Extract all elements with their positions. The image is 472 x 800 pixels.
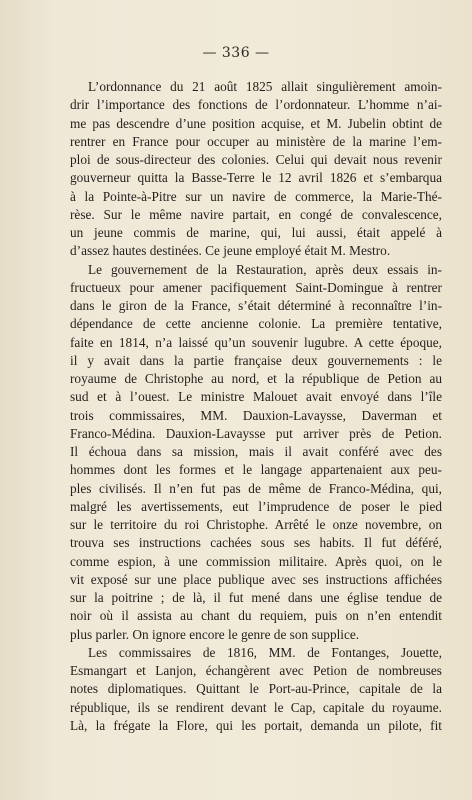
text-line: il y avait dans la partie française deux gouvernements : le	[70, 352, 442, 368]
text-line: Les commissaires de 1816, MM. de Fontanges, Jouette,	[88, 644, 442, 660]
page-number: — 336 —	[202, 45, 270, 61]
text-line: d’assez hautes destinées. Ce jeune employé était M. Mestro.	[70, 243, 391, 259]
text-line: L’ordonnance du 21 août 1825 allait singulièrement amoin-	[88, 79, 442, 94]
text-line: un jeune commis de marine, qui, lui aussi, était appelé à	[70, 225, 442, 240]
text-line: Là, la frégate la Flore, qui les portait, demanda un pilote, fit	[70, 717, 442, 733]
text-line: ples civilisés. Il n’en fut pas de même de Franco-Médina, qui,	[70, 480, 442, 496]
body-text	[70, 78, 442, 735]
text-line: noir où il assista au chant du requiem, puis on n’en entendit	[70, 608, 442, 624]
text-line: plus parler. On ignore encore le genre de son supplice.	[70, 626, 360, 642]
text-line: dans le giron de la France, s’était déterminé à reconnaître l’in-	[70, 298, 442, 313]
text-line: sur le territoire du roi Christophe. Arrêté le onze novembre, on	[70, 517, 442, 532]
text-line: Le gouvernement de la Restauration, après deux essais in-	[88, 261, 442, 277]
text-line: Franco-Médina. Dauxion-Lavaysse put arriver près de Petion.	[70, 425, 442, 441]
text-line: ploi de sous-directeur des colonies. Celui qui devait nous revenir	[70, 152, 442, 167]
text-line: fructueux pour amener pacifiquement Saint-Domingue à rentrer	[70, 279, 442, 295]
text-line: sud et à l’ouest. Le ministre Malouet avait envoyé dans l’île	[70, 389, 442, 405]
text-line: république, ils se rendirent devant le Cap, capitale du royaume.	[70, 699, 442, 715]
text-line: trois commissaires, MM. Dauxion-Lavaysse, Daverman et	[70, 407, 442, 423]
text-line: me pas descendre d’une position acquise, et M. Jubelin obtint de	[70, 115, 442, 131]
text-line: hommes dont les formes et le langage appartenaient aux peu-	[70, 462, 442, 478]
text-line: notes diplomatiques. Quittant le Port-au-Prince, capitale de la	[70, 681, 442, 697]
text-line: Il échoua dans sa mission, mais il avait conféré avec des	[70, 444, 442, 459]
text-line: gouverneur quitta la Basse-Terre le 12 avril 1826 et s’embarqua	[70, 170, 442, 186]
text-line: sur la poitrine ; de là, il fut mené dans une église tendue de	[70, 590, 442, 605]
text-line: dépendance de cette ancienne colonie. La première tentative,	[70, 316, 442, 332]
text-line: drir l’importance des fonctions de l’ordonnateur. L’homme n’ai-	[70, 97, 442, 113]
text-line: royaume de Christophe au nord, et la république de Petion au	[70, 371, 442, 386]
text-line: rèse. Sur le même navire partait, en congé de convalescence,	[70, 206, 442, 222]
text-line: comme espion, à une commission militaire. Après quoi, on le	[70, 553, 442, 569]
text-line: malgré les avertissements, eut l’imprudence de poser le pied	[70, 498, 442, 514]
text-line: rentrer en France pour occuper au ministère de la marine l’em-	[70, 133, 442, 149]
text-line: vit exposé sur une place publique avec ses instructions affichées	[70, 571, 442, 587]
text-line: à la Pointe-à-Pitre sur un navire de commerce, la Marie-Thé-	[70, 188, 442, 204]
text-line: faite en 1814, n’a laissé qu’un souvenir lugubre. A cette époque,	[70, 334, 442, 350]
text-line: trouva ses instructions cachées sous ses habits. Il fut déféré,	[70, 535, 442, 551]
text-line: Esmangart et Lanjon, échangèrent avec Petion de nombreuses	[70, 663, 442, 678]
